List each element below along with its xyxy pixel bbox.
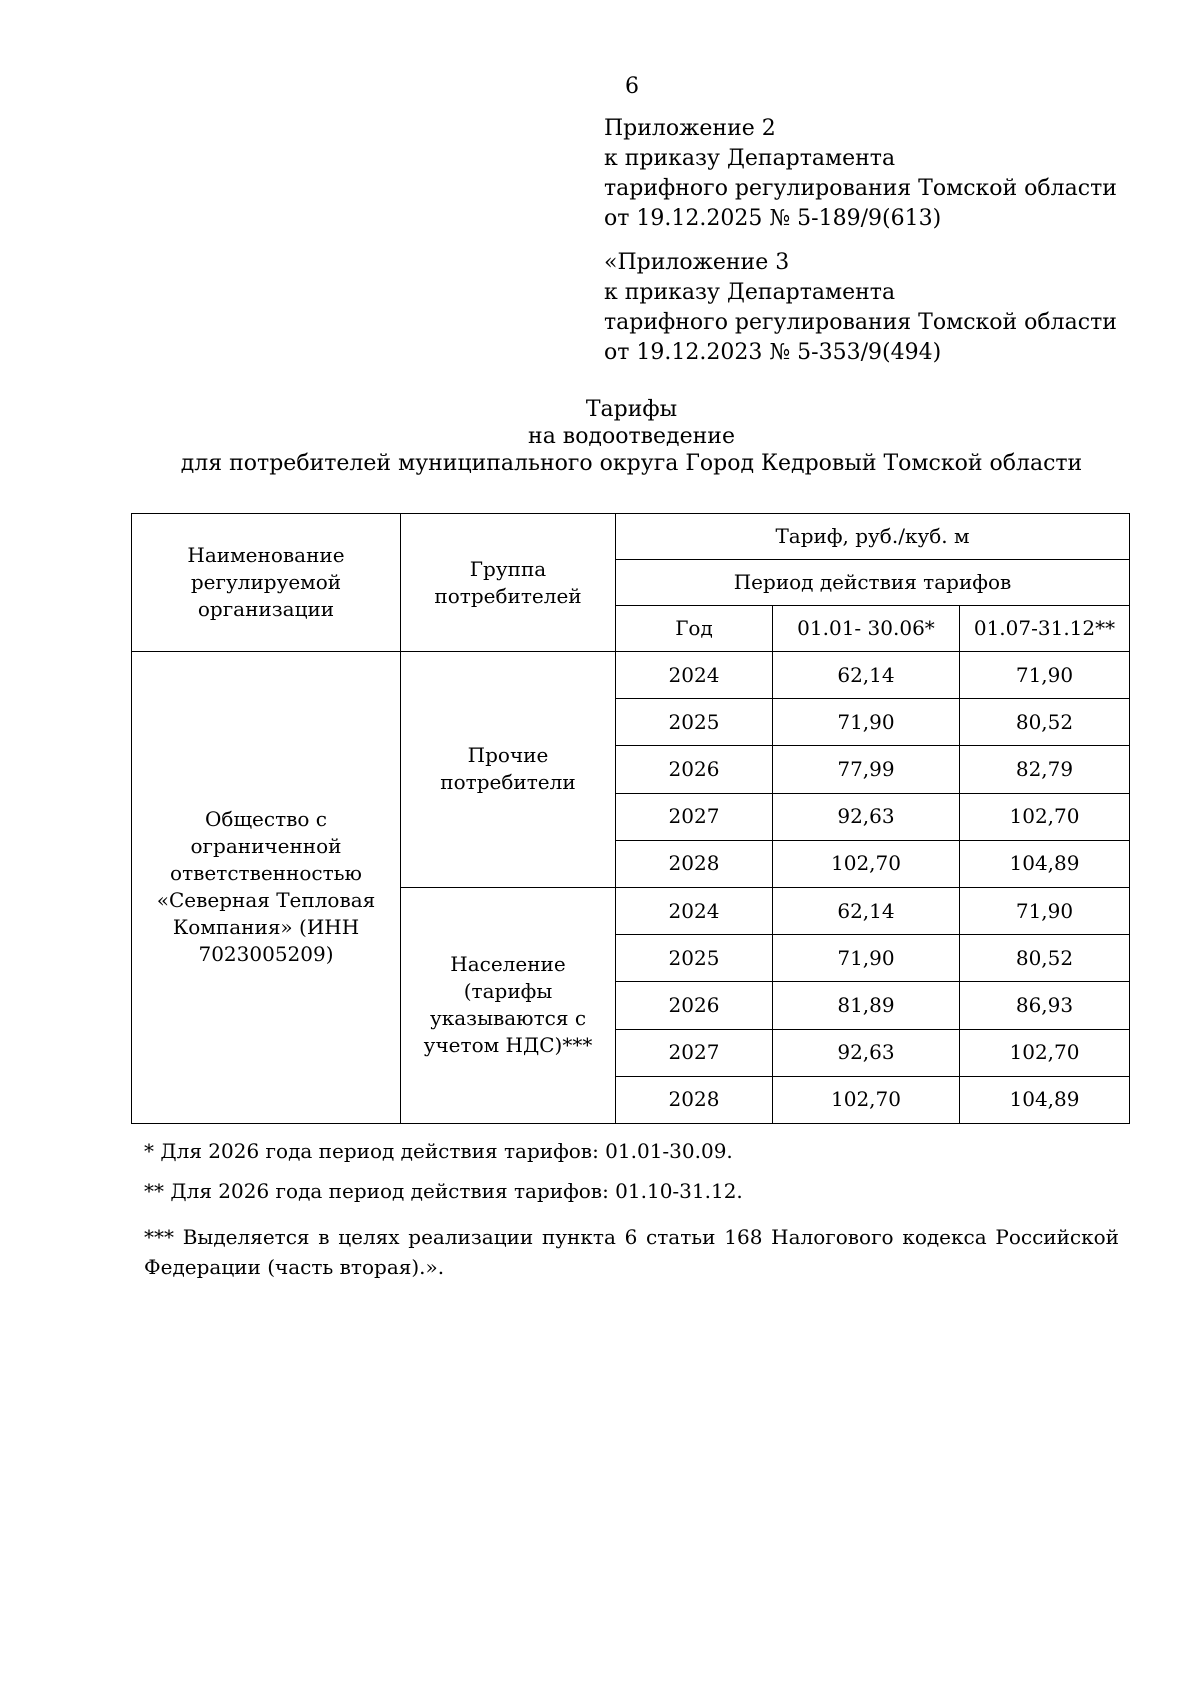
tariff-cell: 102,70 — [773, 1076, 960, 1123]
title-line: для потребителей муниципального округа Город Кедровый Томской области — [180, 451, 1083, 476]
tariff-cell: 102,70 — [960, 1029, 1130, 1076]
group-name: Прочие потребители — [401, 652, 616, 888]
tariff-cell: 71,90 — [960, 887, 1130, 934]
tariff-cell: 102,70 — [960, 793, 1130, 840]
year-cell: 2025 — [616, 699, 773, 746]
tariff-cell: 71,90 — [773, 935, 960, 982]
title-line: Тарифы — [585, 397, 678, 422]
year-cell: 2027 — [616, 1029, 773, 1076]
tariff-cell: 102,70 — [773, 840, 960, 887]
header-period: Период действия тарифов — [616, 560, 1130, 606]
appendix-line: к приказу Департамента — [604, 146, 896, 171]
appendix-line: к приказу Департамента — [604, 280, 896, 305]
footnote-1: * Для 2026 года период действия тарифов: 01.01-30.09. — [144, 1139, 733, 1163]
appendix-line: от 19.12.2023 № 5-353/9(494) — [604, 340, 942, 365]
year-cell: 2028 — [616, 1076, 773, 1123]
year-cell: 2028 — [616, 840, 773, 887]
tariff-cell: 80,52 — [960, 935, 1130, 982]
appendix-previous — [604, 248, 1117, 368]
appendix-current — [604, 114, 1117, 234]
tariff-cell: 71,90 — [960, 652, 1130, 699]
appendix-line: от 19.12.2025 № 5-189/9(613) — [604, 206, 942, 231]
tariff-cell: 82,79 — [960, 746, 1130, 793]
appendix-line: «Приложение 3 — [604, 250, 790, 275]
appendix-line: тарифного регулирования Томской области — [604, 176, 1117, 201]
tariff-cell: 62,14 — [773, 652, 960, 699]
tariff-cell: 71,90 — [773, 699, 960, 746]
table-row — [132, 652, 1130, 699]
tariff-cell: 77,99 — [773, 746, 960, 793]
title-line: на водоотведение — [528, 424, 735, 449]
header-row — [132, 514, 1130, 560]
appendix-line: Приложение 2 — [604, 116, 776, 141]
tariff-cell: 104,89 — [960, 1076, 1130, 1123]
year-cell: 2027 — [616, 793, 773, 840]
tariff-cell: 92,63 — [773, 793, 960, 840]
tariff-cell: 62,14 — [773, 887, 960, 934]
tariff-cell: 86,93 — [960, 982, 1130, 1029]
appendix-line: тарифного регулирования Томской области — [604, 310, 1117, 335]
tariff-table — [131, 513, 1130, 1124]
year-cell: 2026 — [616, 982, 773, 1029]
header-organization: Наименование регулируемой организации — [132, 514, 401, 652]
year-cell: 2024 — [616, 652, 773, 699]
group-name: Население (тарифы указываются с учетом НДС)*** — [401, 887, 616, 1123]
tariff-cell: 104,89 — [960, 840, 1130, 887]
page-number: 6 — [625, 74, 639, 99]
footnote-3: *** Выделяется в целях реализации пункта 6 статьи 168 Налогового кодекса Российской Федерации (часть вторая).». — [144, 1225, 1119, 1279]
header-half2: 01.07-31.12** — [960, 606, 1130, 652]
year-cell: 2026 — [616, 746, 773, 793]
tariff-cell: 80,52 — [960, 699, 1130, 746]
year-cell: 2025 — [616, 935, 773, 982]
tariff-cell: 92,63 — [773, 1029, 960, 1076]
footnote-2: ** Для 2026 года период действия тарифов: 01.10-31.12. — [144, 1179, 743, 1203]
tariff-cell: 81,89 — [773, 982, 960, 1029]
organization-name: Общество с ограниченной ответственностью «Северная Тепловая Компания» (ИНН 7023005209) — [132, 652, 401, 1124]
header-year: Год — [616, 606, 773, 652]
document-title — [0, 396, 1200, 477]
year-cell: 2024 — [616, 887, 773, 934]
header-group: Группа потребителей — [401, 514, 616, 652]
header-half1: 01.01- 30.06* — [773, 606, 960, 652]
header-tariff: Тариф, руб./куб. м — [616, 514, 1130, 560]
